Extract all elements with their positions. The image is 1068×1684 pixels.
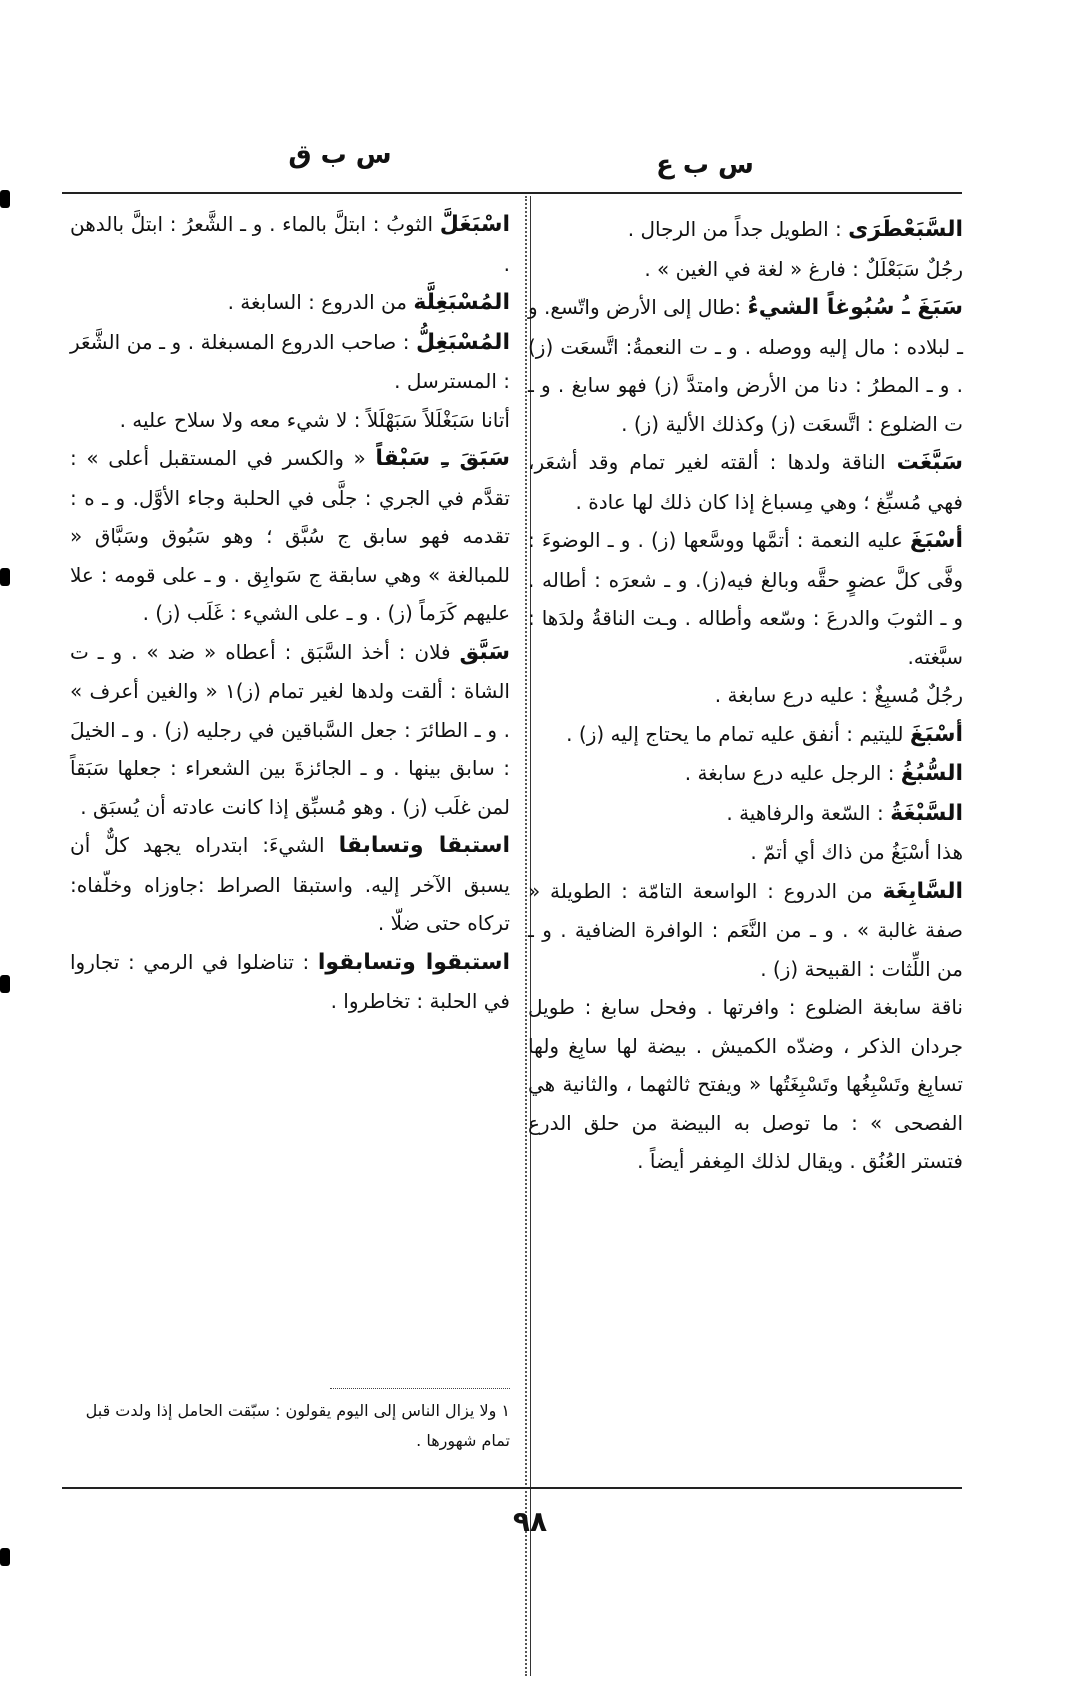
dictionary-entry (528, 210, 963, 250)
entry-definition: فلان : أخذ السَّبَق : أعطاه « ضد » . و ـ ت الشاة : ألقت ولدها لغير تمام (ز)١ « والغين أعرف » . و ـ الطائرَ : جعل السَّباقين في رجليه (ز) . و ـ الخيلَ : سابق بينها . و ـ الجائزةَ بين الشعراء : جعلها سَبَقاً لمن غلَب (ز) . وهو مُسبِّق إذا كانت عادته أن يُسبَق . (70, 639, 510, 819)
entry-definition: رجُلٌ سَبَعْلَلٌ : فارغ « لغة في الغين » . (644, 256, 963, 281)
entry-definition: من الدروع : السابغة . (227, 290, 407, 314)
dictionary-entry (70, 323, 510, 401)
footnote: ١ ولا يزال الناس إلى اليوم يقولون : سبّقت الحامل إذا ولدت قبل تمام شهورها . (85, 1401, 510, 1450)
dictionary-entry (70, 283, 510, 323)
left-column (70, 205, 510, 1021)
entry-definition: الثوبُ : ابتلَّ بالماء . و ـ الشَّعرُ : ابتلَّ بالدهن . (70, 212, 510, 276)
entry-headword: سَبَّغَت (896, 450, 963, 475)
footnote-rule (330, 1388, 510, 1389)
dictionary-entry (70, 439, 510, 633)
entry-headword: أسْبَغَ (909, 721, 963, 747)
entry-definition: ناقة سابغة الضلوع : وافرتها . وفحل سابغ : طويل جردان الذكر ، وضدّه الكميش . بيضة لها سابِغ ولها تسابِغ وتَسْبِغُها وتَسْبِغَتُها « ويفتح ثالثهما ، والثانية هي الفصحى » : ما توصل به البيضة من حلق الدرع فتستر العُنُق . ويقال لذلك المِغفر أيضاً . (528, 995, 963, 1173)
dictionary-entry (70, 943, 510, 1021)
entry-headword: السَّبْغَةُ (890, 800, 963, 826)
entry-definition: أتانا سَبَغْلَلاً سَبَهْلَلاً : لا شيء معه ولا سلاح عليه . (119, 407, 510, 432)
dictionary-entry (528, 250, 963, 289)
entry-definition: : صاحب الدروع المسبغلة . و ـ من الشَّعَر : المسترسل . (70, 329, 510, 393)
bottom-rule (62, 1487, 962, 1489)
entry-headword: اسْبَغَلَّ (439, 212, 510, 237)
entry-headword: استبقوا وتسابقوا (317, 949, 510, 975)
dictionary-entry (528, 794, 963, 834)
entry-definition: : تناضلوا في الرمي : تجاروا في الحلبة : تخاطروا . (70, 949, 510, 1013)
entry-definition: « والكسر في المستقبل أعلى » : تقدَّم في الجري : جلَّى في الحلبة وجاء الأوَّل. و ـ ه : تقدمه فهو سابق ج سُبَّق ؛ وهو سَبُوق وسَبَّاق « للمبالغة » وهي سابقة ج سَوابِق . و ـ على قومه : علا عليهم كَرَماً (ز) . و ـ على الشيء : غَلَب (ز) . (70, 446, 510, 625)
dictionary-entry (528, 443, 963, 521)
entry-definition: رجُلٌ مُسبِغٌ : عليه درع سابغة . (714, 683, 963, 707)
dictionary-entry (528, 676, 963, 715)
dictionary-entry (528, 288, 963, 443)
entry-definition: الناقة ولدها : ألقته لغير تمام وقد أشعَر، فهي مُسبِّغ ؛ وهي مِسباغ إذا كان ذلك لها عادة . (528, 450, 963, 514)
entry-definition: من الدروع : الواسعة التامّة : الطويلة « صفة غالبة » . و ـ من النَّعَم : الوافرة الضافية . و ـ من اللِّثات : القبيحة (ز) . (528, 878, 963, 981)
entry-definition: : الطويل جداً من الرجال . (627, 217, 842, 241)
dictionary-entry (528, 833, 963, 872)
entry-definition: الشيءَ: ابتدراه يجهد كلٌّ أن يسبق الآخر إليه. واستبقا الصراط :جاوزاه وخلّفاه: تركاه حتى ضلّا . (70, 833, 510, 935)
entry-headword: سَبَقَ ـِ سَبْقاً (375, 446, 510, 471)
scan-edge-mark (0, 190, 10, 208)
entry-headword: المُسْبَغِلُّ (416, 329, 510, 355)
scan-edge-mark (0, 975, 10, 993)
entry-headword: سَبَغَ ـُ سُبُوغاً الشيءُ (747, 295, 963, 320)
page-number: ٩٨ (512, 1505, 548, 1538)
entry-headword: السُّبُغُ (900, 761, 963, 786)
entry-definition: : الرجل عليه درع سابغة . (684, 761, 895, 785)
entry-definition: لليتيم : أنفق عليه تمام ما يحتاج إليه (ز) . (566, 721, 904, 746)
entry-definition: :طال إلى الأرض واتّسع. و ـ لبلاده : مال إليه ووصله . و ـ ت النعمةُ: اتَّسعَت (ز) . و ـ المطرُ : دنا من الأرض وامتدَّ (ز) فهو سابغ . و ـ ت الضلوع : اتَّسعَت (ز) وكذلك الألية (ز) . (527, 295, 963, 436)
running-head-left: س ب ق (288, 140, 392, 170)
entry-headword: أسْبَغَ (909, 528, 963, 553)
right-column (528, 210, 963, 1181)
column-separator (525, 196, 527, 1676)
dictionary-entry (528, 754, 963, 794)
dictionary-entry (70, 401, 510, 440)
entry-definition: عليه النعمة : أتمَّها ووسَّعها (ز) . و ـ الوضوءَ : وفَّى كلَّ عضوٍ حقَّه وبالغ فيه(ز). و ـ شعرَه : أطاله . و ـ الثوبَ والدرعَ : وسّعه وأطاله . وـت الناقةُ ولدَها : سبَّغته. (528, 528, 963, 669)
entry-headword: السَّبَعْطَرَى (848, 217, 963, 242)
dictionary-entry (70, 205, 510, 283)
entry-headword: المُسْبَغِلَّة (413, 290, 510, 315)
entry-definition: : السّعة والرفاهية . (726, 800, 884, 825)
scan-edge-mark (0, 568, 10, 586)
entry-headword: استبقا وتسابقا (338, 833, 510, 858)
entry-headword: سَبَّق (459, 639, 510, 665)
running-head-right: س ب ع (656, 150, 754, 180)
scan-edge-mark (0, 1548, 10, 1566)
dictionary-entry (70, 826, 510, 943)
top-rule (62, 192, 962, 194)
entry-definition: هذا أسْبَغُ من ذاك أي أتمّ . (750, 840, 963, 864)
dictionary-entry (528, 715, 963, 755)
dictionary-entry (528, 988, 963, 1181)
entry-headword: السَّابِغَة (882, 878, 964, 904)
dictionary-entry (70, 633, 510, 827)
dictionary-entry (528, 521, 963, 676)
dictionary-entry (528, 872, 963, 989)
